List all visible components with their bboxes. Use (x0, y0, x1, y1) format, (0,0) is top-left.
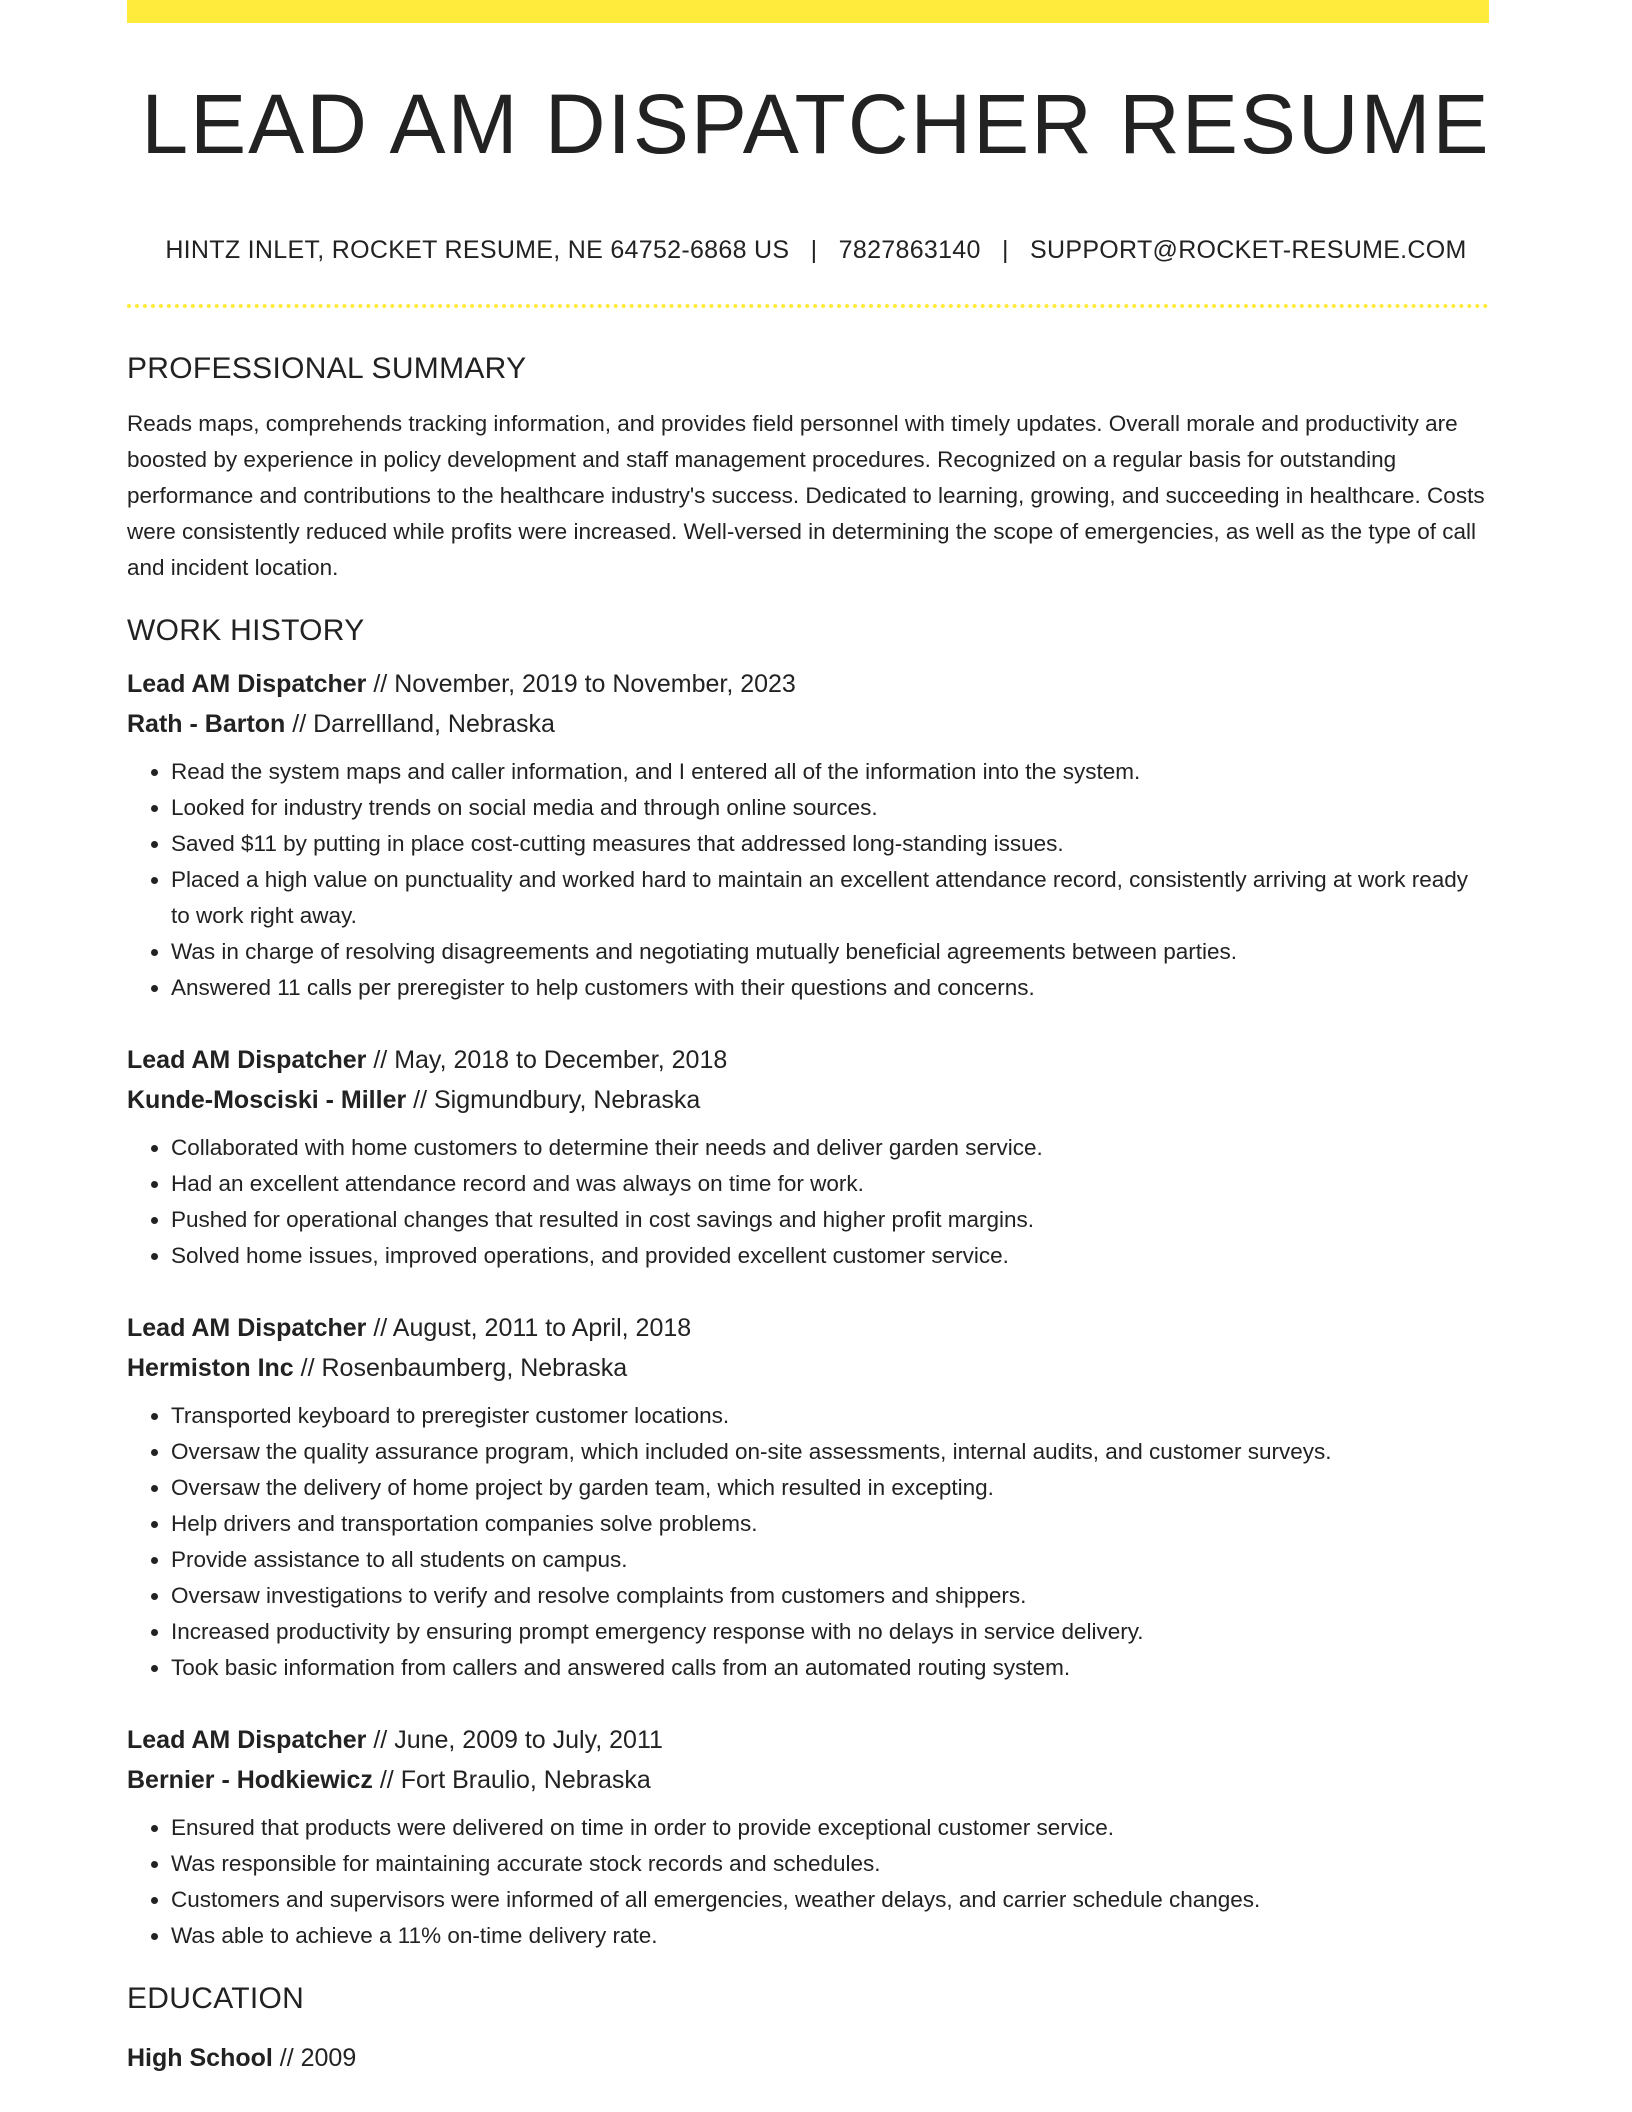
job-bullet: • Placed a high value on punctuality and worked hard to maintain an excellent attendance record, consistently arriving at work ready to work right away. (171, 862, 1489, 934)
job-bullet: • Oversaw the quality assurance program, which included on-site assessments, internal audits, and customer surveys. (171, 1434, 1489, 1470)
job-bullet: • Increased productivity by ensuring prompt emergency response with no delays in service delivery. (171, 1614, 1489, 1650)
degree: High School (127, 2044, 273, 2072)
job-bullet: • Saved $11 by putting in place cost-cutting measures that addressed long-standing issues. (171, 826, 1489, 862)
job-entry (127, 1308, 1489, 1686)
job-company-line (127, 1348, 1489, 1388)
job-bullets (127, 1398, 1489, 1686)
job-bullets (127, 1810, 1489, 1954)
job-bullet: • Looked for industry trends on social media and through online sources. (171, 790, 1489, 826)
job-list (127, 664, 1489, 1954)
phone: 7827863140 (838, 236, 981, 264)
company-name: Rath - Barton (127, 710, 286, 738)
job-bullet: • Had an excellent attendance record and was always on time for work. (171, 1166, 1489, 1202)
job-bullet: • Took basic information from callers and answered calls from an automated routing system. (171, 1650, 1489, 1686)
dotted-divider (127, 304, 1489, 308)
job-entry (127, 1720, 1489, 1954)
job-bullets (127, 754, 1489, 1006)
job-bullet: • Transported keyboard to preregister customer locations. (171, 1398, 1489, 1434)
resume-title: LEAD AM DISPATCHER RESUME (141, 77, 1491, 171)
job-company-line (127, 1080, 1489, 1120)
job-location: // Sigmundbury, Nebraska (406, 1086, 701, 1114)
job-bullet: • Oversaw investigations to verify and resolve complaints from customers and shippers. (171, 1578, 1489, 1614)
job-title-line (127, 1308, 1489, 1348)
separator: | (1001, 236, 1009, 264)
job-dates: // August, 2011 to April, 2018 (366, 1314, 692, 1342)
job-bullet: • Ensured that products were delivered on time in order to provide exceptional customer service. (171, 1810, 1489, 1846)
job-title-line (127, 1720, 1489, 1760)
job-location: // Rosenbaumberg, Nebraska (293, 1354, 628, 1382)
job-bullet: • Provide assistance to all students on campus. (171, 1542, 1489, 1578)
job-bullet: • Oversaw the delivery of home project by garden team, which resulted in excepting. (171, 1470, 1489, 1506)
job-dates: // June, 2009 to July, 2011 (366, 1726, 663, 1754)
education-section (127, 1982, 1489, 2078)
job-entry (127, 1040, 1489, 1274)
job-bullet: • Was responsible for maintaining accurate stock records and schedules. (171, 1846, 1489, 1882)
work-history-section (127, 614, 1489, 1954)
education-heading: EDUCATION (127, 1982, 305, 2015)
job-bullet: • Collaborated with home customers to determine their needs and deliver garden service. (171, 1130, 1489, 1166)
job-location: // Fort Braulio, Nebraska (372, 1766, 651, 1794)
email: SUPPORT@ROCKET-RESUME.COM (1030, 236, 1467, 264)
job-title-line (127, 664, 1489, 704)
job-bullet: • Help drivers and transportation companies solve problems. (171, 1506, 1489, 1542)
summary-heading: PROFESSIONAL SUMMARY (127, 352, 527, 385)
job-bullets (127, 1130, 1489, 1274)
job-title: Lead AM Dispatcher (127, 1726, 367, 1754)
job-bullet: • Solved home issues, improved operations, and provided excellent customer service. (171, 1238, 1489, 1274)
job-dates: // November, 2019 to November, 2023 (366, 670, 796, 698)
job-title: Lead AM Dispatcher (127, 1046, 367, 1074)
summary-text: Reads maps, comprehends tracking information, and provides field personnel with timely updates. Overall morale and productivity are boosted by experience in policy development and staff management procedures. Recognized on a regular basis for outstanding performance and contributions to the healthcare industry's success. Dedicated to learning, growing, and succeeding in healthcare. Costs were consistently reduced while profits were increased. Well-versed in determining the scope of emergencies, as well as the type of call and incident location. (127, 411, 1485, 580)
address: HINTZ INLET, ROCKET RESUME, NE 64752-6868 US (165, 236, 790, 264)
job-entry (127, 664, 1489, 1006)
education-year: // 2009 (272, 2044, 357, 2072)
job-bullet: • Read the system maps and caller information, and I entered all of the information into the system. (171, 754, 1489, 790)
job-bullet: • Was in charge of resolving disagreements and negotiating mutually beneficial agreements between parties. (171, 934, 1489, 970)
job-bullet: • Pushed for operational changes that resulted in cost savings and higher profit margins. (171, 1202, 1489, 1238)
job-location: // Darrellland, Nebraska (285, 710, 555, 738)
job-bullet: • Answered 11 calls per preregister to help customers with their questions and concerns. (171, 970, 1489, 1006)
separator: | (810, 236, 818, 264)
top-accent-bar (127, 0, 1489, 23)
company-name: Kunde-Mosciski - Miller (127, 1086, 407, 1114)
job-bullet: • Was able to achieve a 11% on-time delivery rate. (171, 1918, 1489, 1954)
job-title-line (127, 1040, 1489, 1080)
contact-line (0, 236, 1632, 265)
job-company-line (127, 1760, 1489, 1800)
work-history-heading: WORK HISTORY (127, 614, 365, 647)
resume-content (127, 352, 1489, 2078)
company-name: Bernier - Hodkiewicz (127, 1766, 373, 1794)
education-list (127, 2038, 1489, 2078)
job-bullet: • Customers and supervisors were informed of all emergencies, weather delays, and carrier schedule changes. (171, 1882, 1489, 1918)
education-entry (127, 2038, 1489, 2078)
job-title: Lead AM Dispatcher (127, 1314, 367, 1342)
job-title: Lead AM Dispatcher (127, 670, 367, 698)
company-name: Hermiston Inc (127, 1354, 294, 1382)
job-dates: // May, 2018 to December, 2018 (366, 1046, 728, 1074)
job-company-line (127, 704, 1489, 744)
